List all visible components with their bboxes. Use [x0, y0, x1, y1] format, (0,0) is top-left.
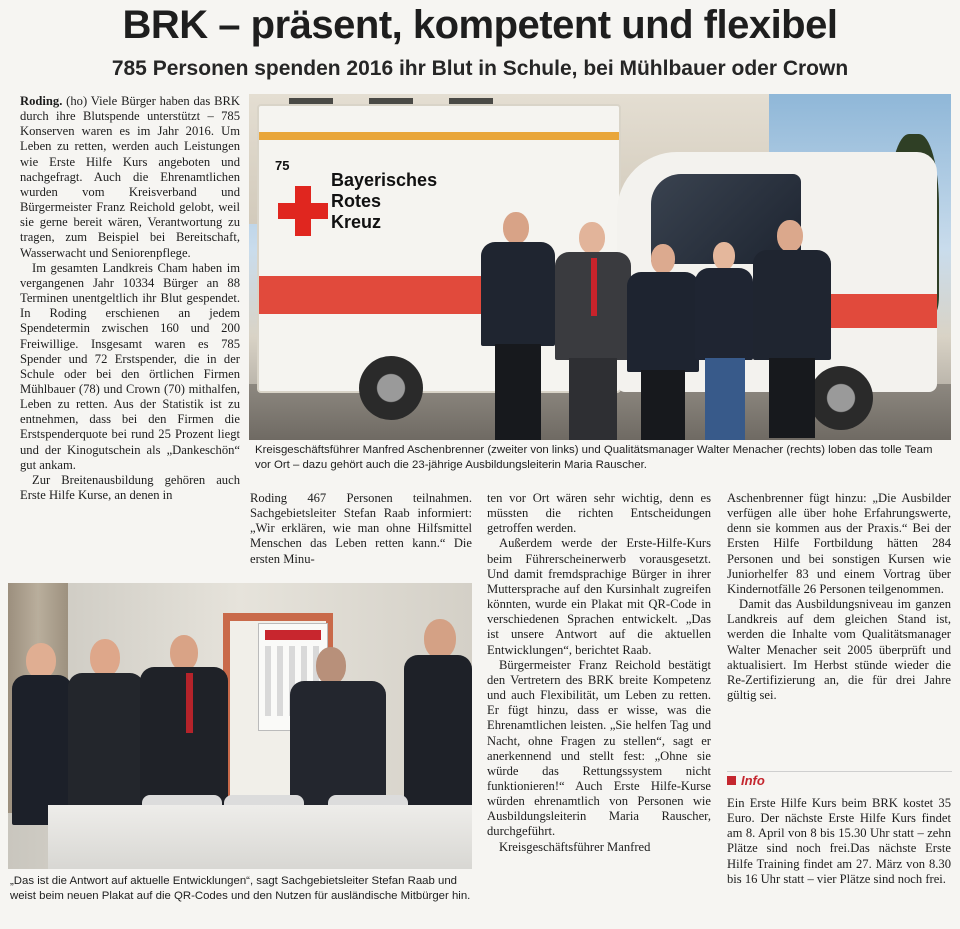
info-square-icon	[727, 776, 736, 785]
photo-qr-poster-meeting	[8, 583, 472, 869]
paragraph-text: (ho) Viele Bürger haben das BRK durch ihre Blutspende unterstützt – 785 Konserven waren es im Jahr 2016. Um Leben zu retten, werden auch Leistungen wie Erste Hilfe Kurs angeboten und nachgefragt. Auch die Ehrenamtlichen wurden vom Kreisverband und Bürgermeister Franz Reichold gelobt, weil sie gerne bereit wären, Verantwortung zu tragen, zum Beispiel bei Bereitschaft, Wasserwacht und Seniorenpflege.	[20, 94, 240, 260]
info-box-text	[727, 796, 951, 887]
van-number: 75	[275, 158, 290, 173]
paragraph: Damit das Ausbildungsniveau im ganzen Landkreis auf dem gleichen Stand ist, werden die Inhalte vom Qualitätsmanager Walter Menacher seit 2005 überprüft und aktualisiert. Im Herbst stünde wieder die Re-Zertifizierung an, die für drei Jahre gültig sei.	[727, 597, 951, 703]
paragraph: ten vor Ort wären sehr wichtig, denn es müssten die richten Entscheidungen getroffen werden.	[487, 491, 711, 536]
paragraph: Ein Erste Hilfe Kurs beim BRK kostet 35 Euro. Der nächste Erste Hilfe Kurs findet am 8. April von 8 bis 15.30 Uhr statt – zehn Plätze sind noch frei.Das nächste Erste Hilfe Training findet am 27. März von 8.30 bis 16 Uhr statt – vier Plätze sind noch frei.	[727, 796, 951, 886]
photo-ambulance-caption: Kreisgeschäftsführer Manfred Aschenbrenner (zweiter von links) und Qualitätsmanager Walter Menacher (rechts) loben das tolle Team vor Ort – dazu gehört auch die 23-jährige Ausbildungsleiterin Maria Rauscher.	[255, 444, 933, 471]
photo-ambulance-team	[249, 94, 951, 440]
info-box-header	[727, 771, 952, 790]
paragraph	[20, 94, 240, 261]
paragraph: Bürgermeister Franz Reichold bestätigt den Vertretern des BRK breite Kompetenz und auch Flexibilität, um Leben zu retten. Er fügt hinzu, dass er wisse, was die Ehrenamtlichen leisten. „Sie helfen Tag und Nacht, ohne Fragen zu stellen“, sagt er anerkennend und stellt fest: „Ohne sie würde das Rettungssystem nicht funktionieren!“ Auch Erste Hilfe-Kurse würden ehrenamtlich von Personen wie Ausbildungsleiterin Maria Rauscher, durchgeführt.	[487, 657, 711, 839]
subheadline: 785 Personen spenden 2016 ihr Blut in Schule, bei Mühlbauer oder Crown	[111, 57, 849, 80]
article-column-1	[20, 94, 240, 503]
van-lettering-line: Kreuz	[331, 212, 382, 232]
photo-meeting-caption: „Das ist die Antwort auf aktuelle Entwicklungen“, sagt Sachgebietsleiter Stefan Raab und weist beim neuen Plakat auf die QR-Codes und den Nutzen für ausländische Mitbürger hin.	[10, 875, 471, 902]
paragraph: Roding 467 Personen teilnahmen. Sachgebietsleiter Stefan Raab informiert: „Wir erklären, wie man ohne Hilfsmittel Menschen das Leben retten kann.“ Die ersten Minu-	[250, 491, 472, 566]
paragraph: Außerdem werde der Erste-Hilfe-Kurs beim Führerscheinerwerb vorausgesetzt. Und damit fremdsprachige Bürger in ihrer Muttersprache auf den Kursinhalt zugreifen könnten, wurde ein Plakat mit QR-Code in verschiedenen Sprachen entwickelt. „Das ist unsere Antwort auf die aktuellen Entwicklungen“, berichtet Raab.	[487, 536, 711, 657]
van-lettering-line: Bayerisches	[331, 170, 438, 190]
paragraph: Zur Breitenausbildung gehören auch Erste Hilfe Kurse, an denen in	[20, 472, 240, 503]
paragraph: Aschenbrenner fügt hinzu: „Die Ausbilder verfügen alle über hohe Erfahrungswerte, denn sie kommen aus der Praxis.“ Bei der Ersten Hilfe Fortbildung hätten 284 Personen und bei sonstigen Kursen wie Juniorhelfer 83 und einem Vortrag über Kindernotfälle 26 Personen teilgenommen.	[727, 491, 951, 596]
info-label: Info	[741, 773, 765, 788]
article-column-3	[487, 491, 711, 855]
paragraph: Kreisgeschäftsführer Manfred	[499, 839, 651, 854]
van-lettering-line: Rotes	[331, 191, 382, 211]
paragraph: Im gesamten Landkreis Cham haben im vergangenen Jahr 10334 Bürger an 88 Terminen unentgeltlich ihr Blut gespendet. In Roding erschienen an jedem Spendetermin zwischen 160 und 200 Freiwillige. Insgesamt waren es 785 Spender und 72 Erstspender, die in der Schule oder bei den örtlichen Firmen Mühlbauer (78) und Crown (70) mithalfen, Leben zu retten. Aus der Statistik ist zu entnehmen, dass bei den Firmen die Erstspenderquote bei rund 25 Prozent liegt und der Kinogutschein als „Dankeschön“ gut ankam.	[20, 260, 240, 472]
headline: BRK – präsent, kompetent und flexibel	[122, 3, 838, 47]
dateline: Roding.	[20, 94, 63, 108]
article-column-4	[727, 491, 951, 703]
article-column-2	[250, 491, 472, 567]
van-lettering	[331, 170, 491, 233]
